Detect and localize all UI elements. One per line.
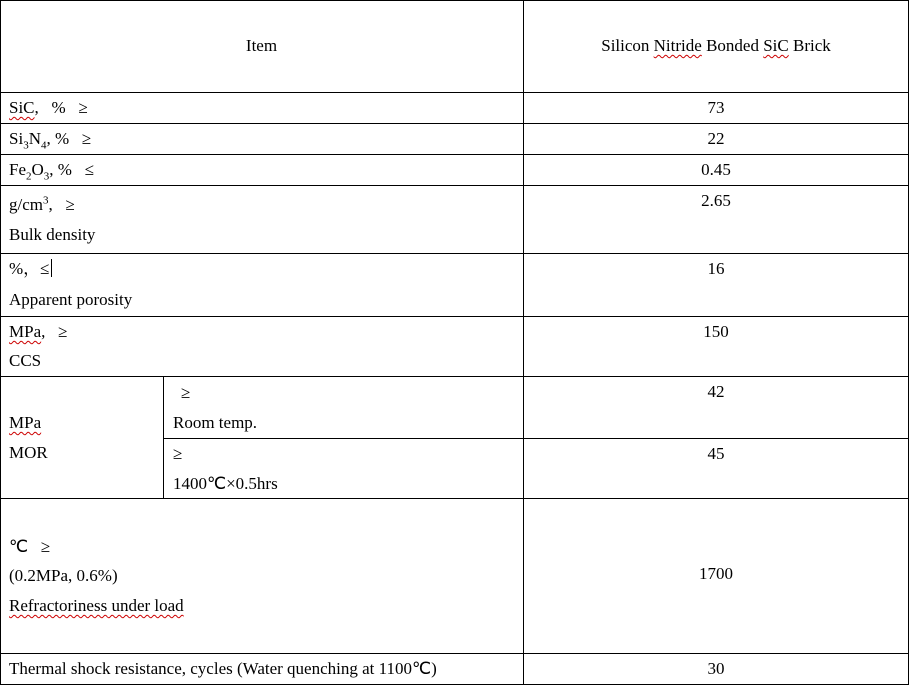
- ccs-unit: MPa, ≥: [9, 322, 68, 341]
- porosity-unit: %，≤: [9, 259, 50, 278]
- ccs-value: 150: [703, 322, 729, 341]
- mor-unit: MPa: [9, 413, 42, 432]
- table-rule: [0, 0, 909, 1]
- table-rule: [0, 154, 909, 155]
- rul-value: 1700: [699, 564, 733, 583]
- mor-room-value: 42: [707, 382, 725, 401]
- table-rule: [0, 0, 1, 685]
- product-header: Silicon Nitride Bonded SiC Brick: [601, 36, 831, 55]
- table-rule: [163, 376, 164, 498]
- rul-unit: ℃ ≥: [9, 537, 51, 556]
- table-rule: [0, 653, 909, 654]
- table-rule: [908, 0, 909, 685]
- thermal-shock-label: Thermal shock resistance, cycles (Water quenching at 1100℃): [9, 659, 437, 678]
- sic-label: SiC, % ≥: [9, 98, 88, 117]
- fe2o3-value: 0.45: [701, 160, 731, 179]
- si3n4-label: $Si_3N_4$, % ≥: [9, 129, 92, 152]
- mor-label: MOR: [9, 443, 48, 462]
- table-rule: [0, 498, 909, 499]
- mor-room-symbol: ≥: [181, 383, 191, 402]
- si3n4-value: 22: [707, 129, 725, 148]
- mor-hot-symbol: ≥: [173, 444, 183, 463]
- porosity-label: Apparent porosity: [9, 290, 133, 309]
- thermal-shock-value: 30: [707, 659, 725, 678]
- table-rule: [0, 253, 909, 254]
- bulk-density-label: Bulk density: [9, 225, 96, 244]
- table-rule: [0, 92, 909, 93]
- ccs-label: CCS: [9, 351, 42, 370]
- mor-room-label: Room temp.: [173, 413, 258, 432]
- porosity-value: 16: [707, 259, 725, 278]
- rul-label: Refractoriness under load: [9, 596, 184, 615]
- text-cursor: [51, 259, 52, 277]
- fe2o3-label: $Fe_2O_3$, % ≤: [9, 160, 95, 183]
- bulk-density-value: 2.65: [701, 191, 731, 210]
- table-rule: [0, 316, 909, 317]
- table-rule: [0, 123, 909, 124]
- mor-hot-label: 1400℃×0.5hrs: [173, 474, 278, 493]
- item-header: Item: [245, 36, 278, 55]
- table-rule: [163, 438, 909, 439]
- rul-condition: (0.2MPa, 0.6%): [9, 566, 118, 585]
- bulk-density-unit: $g/cm^3$, ≥: [9, 194, 75, 214]
- mor-hot-value: 45: [707, 444, 725, 463]
- table-rule: [0, 185, 909, 186]
- sic-value: 73: [707, 98, 725, 117]
- table-rule: [0, 376, 909, 377]
- table-rule: [0, 684, 909, 685]
